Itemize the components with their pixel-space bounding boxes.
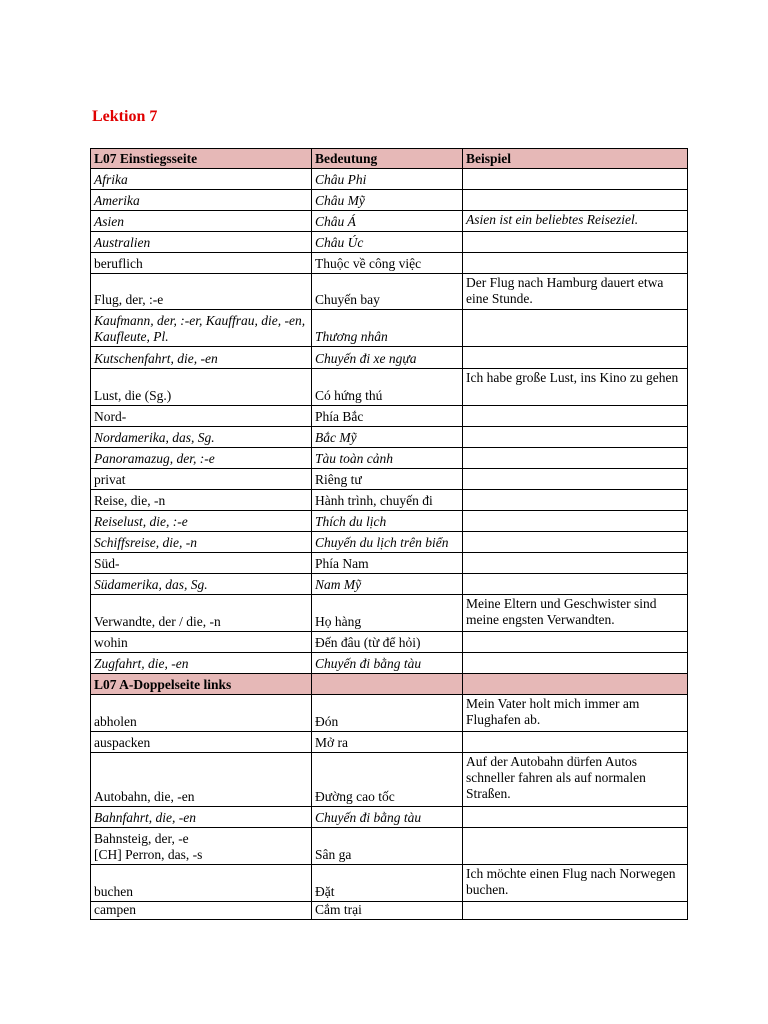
- meaning-cell: Chuyến đi xe ngựa: [312, 347, 463, 369]
- example-cell: [463, 232, 688, 253]
- word-cell: Panoramazug, der, :-e: [91, 448, 312, 469]
- table-row: [91, 828, 688, 865]
- example-cell: [463, 448, 688, 469]
- word-cell: Verwandte, der / die, -n: [91, 595, 312, 632]
- word-cell: campen: [91, 902, 312, 920]
- word-cell: Autobahn, die, -en: [91, 753, 312, 807]
- word-cell: Afrika: [91, 169, 312, 190]
- example-cell: [463, 310, 688, 347]
- table-row: [91, 169, 688, 190]
- example-cell: Der Flug nach Hamburg dauert etwa eine Stunde.: [463, 274, 688, 310]
- word-cell: Nord-: [91, 406, 312, 427]
- word-cell: Südamerika, das, Sg.: [91, 574, 312, 595]
- meaning-cell: Sân ga: [312, 828, 463, 865]
- table-row: [91, 469, 688, 490]
- meaning-cell: Đến đâu (từ để hỏi): [312, 632, 463, 653]
- word-cell: beruflich: [91, 253, 312, 274]
- example-cell: [463, 828, 688, 865]
- example-cell: [463, 347, 688, 369]
- meaning-cell: Hành trình, chuyến đi: [312, 490, 463, 511]
- word-cell: privat: [91, 469, 312, 490]
- example-cell: [463, 732, 688, 753]
- meaning-cell: Chuyến đi bằng tàu: [312, 807, 463, 828]
- section-header-row: [91, 149, 688, 169]
- word-cell: auspacken: [91, 732, 312, 753]
- column-header-example: Beispiel: [463, 149, 688, 169]
- word-cell: Kaufmann, der, :-er, Kauffrau, die, -en, Kaufleute, Pl.: [91, 310, 312, 347]
- table-row: [91, 310, 688, 347]
- word-cell: Bahnsteig, der, -e [CH] Perron, das, -s: [91, 828, 312, 865]
- table-row: [91, 753, 688, 807]
- meaning-cell: Thích du lịch: [312, 511, 463, 532]
- meaning-cell: Phía Bắc: [312, 406, 463, 427]
- word-cell: abholen: [91, 695, 312, 732]
- meaning-cell: Đón: [312, 695, 463, 732]
- word-cell: Bahnfahrt, die, -en: [91, 807, 312, 828]
- example-cell: [463, 532, 688, 553]
- example-cell: [463, 574, 688, 595]
- table-row: [91, 653, 688, 674]
- section-header-row: [91, 674, 688, 695]
- example-cell: [463, 427, 688, 448]
- page-title: Lektion 7: [92, 108, 158, 125]
- table-row: [91, 574, 688, 595]
- word-cell: Süd-: [91, 553, 312, 574]
- meaning-cell: Châu Phi: [312, 169, 463, 190]
- table-row: [91, 211, 688, 232]
- word-cell: Asien: [91, 211, 312, 232]
- table-row: [91, 595, 688, 632]
- meaning-cell: Họ hàng: [312, 595, 463, 632]
- example-cell: [463, 190, 688, 211]
- meaning-cell: Chuyến du lịch trên biển: [312, 532, 463, 553]
- example-cell: [463, 490, 688, 511]
- meaning-cell: Phía Nam: [312, 553, 463, 574]
- table-row: [91, 406, 688, 427]
- column-header-word: L07 Einstiegsseite: [91, 149, 312, 169]
- example-cell: Mein Vater holt mich immer am Flughafen ab.: [463, 695, 688, 732]
- table-row: [91, 190, 688, 211]
- meaning-cell: Chuyến đi bằng tàu: [312, 653, 463, 674]
- example-cell: [463, 807, 688, 828]
- word-cell: Australien: [91, 232, 312, 253]
- example-cell: [463, 632, 688, 653]
- vocabulary-table: [90, 148, 688, 920]
- example-cell: Meine Eltern und Geschwister sind meine engsten Verwandten.: [463, 595, 688, 632]
- table-row: [91, 511, 688, 532]
- example-cell: Ich habe große Lust, ins Kino zu gehen: [463, 369, 688, 406]
- meaning-cell: Bắc Mỹ: [312, 427, 463, 448]
- example-cell: [463, 902, 688, 920]
- table-row: [91, 632, 688, 653]
- meaning-cell: Có hứng thú: [312, 369, 463, 406]
- table-row: [91, 232, 688, 253]
- table-row: [91, 253, 688, 274]
- word-cell: Lust, die (Sg.): [91, 369, 312, 406]
- table-row: [91, 347, 688, 369]
- word-cell: Schiffsreise, die, -n: [91, 532, 312, 553]
- meaning-cell: Châu Úc: [312, 232, 463, 253]
- meaning-cell: Đường cao tốc: [312, 753, 463, 807]
- example-cell: [463, 653, 688, 674]
- table-row: [91, 532, 688, 553]
- table-row: [91, 448, 688, 469]
- meaning-cell: Đặt: [312, 865, 463, 902]
- word-cell: Zugfahrt, die, -en: [91, 653, 312, 674]
- table-row: [91, 553, 688, 574]
- word-cell: Reiselust, die, :-e: [91, 511, 312, 532]
- example-cell: [463, 511, 688, 532]
- example-cell: [463, 553, 688, 574]
- table-row: [91, 427, 688, 448]
- word-cell: Flug, der, :-e: [91, 274, 312, 310]
- word-cell: Reise, die, -n: [91, 490, 312, 511]
- meaning-cell: Thương nhân: [312, 310, 463, 347]
- section-header-empty: [463, 674, 688, 695]
- word-cell: Kutschenfahrt, die, -en: [91, 347, 312, 369]
- meaning-cell: Cắm trại: [312, 902, 463, 920]
- meaning-cell: Châu Mỹ: [312, 190, 463, 211]
- table-row: [91, 902, 688, 920]
- meaning-cell: Nam Mỹ: [312, 574, 463, 595]
- word-cell: Amerika: [91, 190, 312, 211]
- table-row: [91, 695, 688, 732]
- table-row: [91, 807, 688, 828]
- table-row: [91, 490, 688, 511]
- example-cell: Auf der Autobahn dürfen Autos schneller fahren als auf normalen Straßen.: [463, 753, 688, 807]
- section-title: L07 A-Doppelseite links: [91, 674, 312, 695]
- table-row: [91, 274, 688, 310]
- meaning-cell: Châu Á: [312, 211, 463, 232]
- column-header-meaning: Bedeutung: [312, 149, 463, 169]
- example-cell: [463, 253, 688, 274]
- word-cell: wohin: [91, 632, 312, 653]
- table-row: [91, 865, 688, 902]
- meaning-cell: Riêng tư: [312, 469, 463, 490]
- word-cell: buchen: [91, 865, 312, 902]
- meaning-cell: Thuộc về công việc: [312, 253, 463, 274]
- meaning-cell: Chuyến bay: [312, 274, 463, 310]
- example-cell: [463, 406, 688, 427]
- table-row: [91, 369, 688, 406]
- meaning-cell: Tàu toàn cảnh: [312, 448, 463, 469]
- word-cell: Nordamerika, das, Sg.: [91, 427, 312, 448]
- table-row: [91, 732, 688, 753]
- example-cell: Asien ist ein beliebtes Reiseziel.: [463, 211, 688, 232]
- example-cell: [463, 169, 688, 190]
- meaning-cell: Mở ra: [312, 732, 463, 753]
- section-header-empty: [312, 674, 463, 695]
- example-cell: [463, 469, 688, 490]
- example-cell: Ich möchte einen Flug nach Norwegen buchen.: [463, 865, 688, 902]
